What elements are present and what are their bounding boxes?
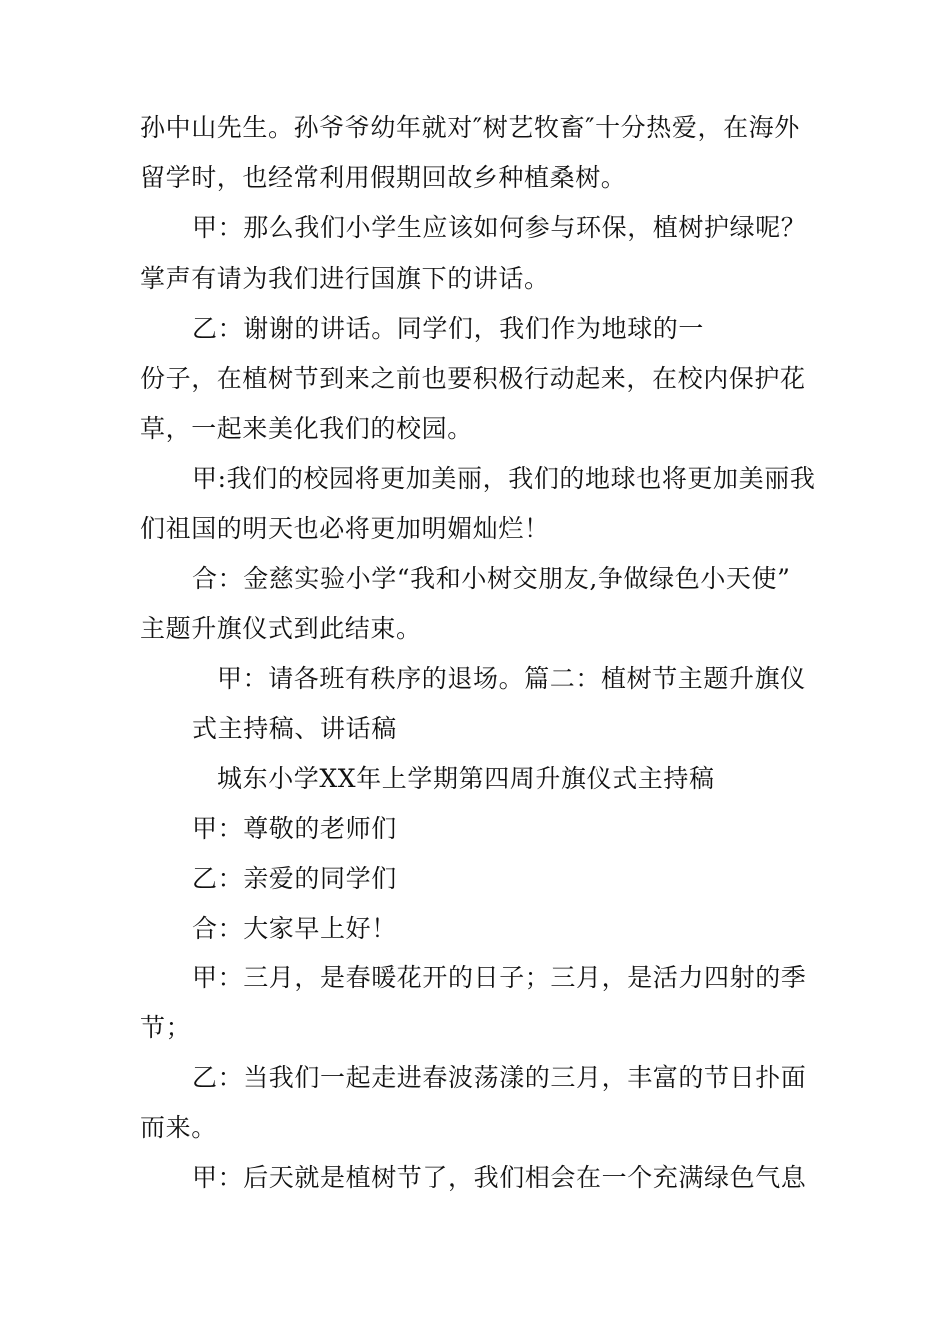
text-line: 而来。 [140,1113,217,1142]
text-line: 节； [140,1013,192,1042]
text-line: 草，一起来美化我们的校园。 [140,414,473,443]
text-line: 孙中山先生。孙爷爷幼年就对″树艺牧畜″十分热爱，在海外 [140,113,800,142]
text-line: 乙：亲爱的同学们 [192,864,397,893]
text-line: 甲：后天就是植树节了，我们相会在一个充满绿色气息 [192,1163,807,1192]
text-line: 们祖国的明天也必将更加明媚灿烂！ [140,514,550,543]
text-line: 份子，在植树节到来之前也要积极行动起来，在校内保护花 [140,364,806,393]
text-line: 甲：尊敬的老师们 [192,814,397,843]
text-line: 主题升旗仪式到此结束。 [140,614,422,643]
text-line: 甲:我们的校园将更加美丽，我们的地球也将更加美丽我 [192,464,816,493]
text-line: 城东小学XX年上学期第四周升旗仪式主持稿 [217,764,715,793]
text-line: 掌声有请为我们进行国旗下的讲话。 [140,264,550,293]
text-line: 合：金慈实验小学“我和小树交朋友,争做绿色小天使” [192,564,791,593]
text-line: 合：大家早上好！ [192,914,397,943]
text-line: 乙：当我们一起走进春波荡漾的三月，丰富的节日扑面 [192,1063,807,1092]
text-line: 乙：谢谢的讲话。同学们，我们作为地球的一 [192,314,705,343]
text-line: 甲：那么我们小学生应该如何参与环保，植树护绿呢？ [192,213,807,242]
text-line: 甲：请各班有秩序的退场。篇二：植树节主题升旗仪 [217,664,806,693]
text-line: 式主持稿、讲话稿 [192,714,397,743]
text-line: 甲：三月，是春暖花开的日子；三月，是活力四射的季 [192,963,807,992]
text-line: 留学时，也经常利用假期回故乡种植桑树。 [140,163,627,192]
